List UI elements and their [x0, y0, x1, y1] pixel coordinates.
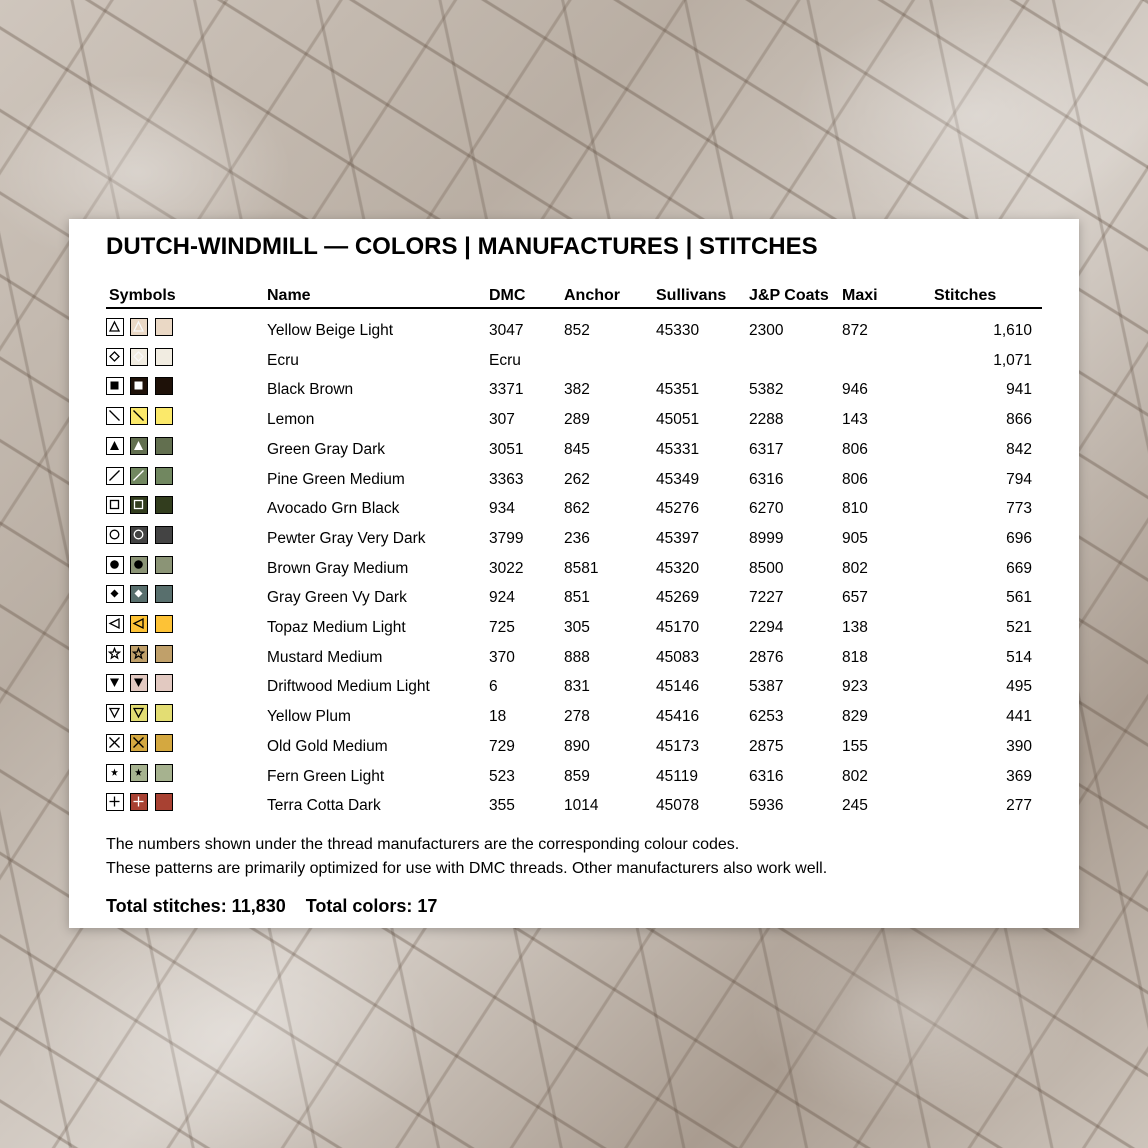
cell-jp-coats: 2875	[749, 737, 784, 755]
cell-anchor: 236	[564, 529, 590, 547]
cell-anchor: 1014	[564, 797, 599, 815]
cell-jp-coats: 8500	[749, 559, 784, 577]
cell-sullivans: 45083	[656, 648, 700, 666]
cell-maxi: 872	[842, 322, 868, 339]
cell-anchor: 278	[564, 708, 590, 726]
header-jp-coats: J&P Coats	[749, 287, 829, 304]
diamond-outline-icon	[130, 348, 148, 366]
cell-maxi: 155	[842, 737, 868, 755]
x-cross-icon	[106, 734, 124, 752]
triangle-down-filled-icon	[106, 674, 124, 692]
color-swatch	[155, 793, 173, 811]
cell-sullivans: 45351	[656, 381, 700, 399]
table-row	[106, 704, 1042, 733]
cell-stitches: 669	[1006, 559, 1032, 577]
color-swatch	[155, 526, 173, 544]
cell-name: Old Gold Medium	[267, 737, 388, 755]
cell-jp-coats: 7227	[749, 589, 784, 607]
cell-jp-coats: 5382	[749, 381, 784, 399]
cell-sullivans: 45276	[656, 500, 700, 518]
cell-name: Avocado Grn Black	[267, 500, 400, 518]
cell-jp-coats: 6253	[749, 708, 784, 726]
diagonal-slash-icon	[106, 467, 124, 485]
color-key-card	[69, 219, 1079, 928]
cell-stitches: 866	[1006, 411, 1032, 429]
triangle-left-outline-icon	[130, 615, 148, 633]
color-swatch	[155, 645, 173, 663]
cell-name: Topaz Medium Light	[267, 619, 406, 636]
square-filled-icon	[106, 377, 124, 395]
square-outline-icon	[130, 496, 148, 514]
cell-maxi: 806	[842, 470, 868, 488]
triangle-up-filled-icon	[106, 437, 124, 455]
color-swatch	[155, 674, 173, 692]
color-swatch	[155, 615, 173, 633]
cell-dmc: 523	[489, 767, 515, 785]
color-swatch	[155, 437, 173, 455]
header-stitches: Stitches	[934, 287, 997, 304]
header-symbols: Symbols	[109, 287, 176, 304]
cell-jp-coats: 6317	[749, 440, 784, 458]
cell-anchor: 845	[564, 440, 590, 458]
square-filled-icon	[130, 377, 148, 395]
color-swatch	[155, 496, 173, 514]
circle-filled-icon	[106, 556, 124, 574]
cell-stitches: 561	[1006, 589, 1032, 607]
cell-maxi: 923	[842, 678, 868, 696]
table-row	[106, 556, 1042, 585]
table-row	[106, 645, 1042, 674]
cell-anchor: 289	[564, 411, 590, 429]
diagonal-backslash-icon	[106, 407, 124, 425]
header-dmc: DMC	[489, 287, 526, 304]
plus-icon	[106, 793, 124, 811]
color-swatch	[155, 407, 173, 425]
totals	[106, 896, 437, 917]
diamond-filled-icon	[130, 585, 148, 603]
triangle-down-outline-icon	[106, 704, 124, 722]
cell-dmc: 729	[489, 737, 515, 755]
diamond-outline-icon	[106, 348, 124, 366]
total-colors: Total colors: 17	[305, 896, 438, 916]
cell-dmc: 6	[489, 678, 498, 696]
cell-stitches: 495	[1006, 678, 1032, 696]
cell-sullivans: 45170	[656, 619, 700, 636]
cell-name: Yellow Plum	[267, 708, 351, 726]
color-swatch	[155, 348, 173, 366]
cell-stitches: 842	[1006, 440, 1032, 458]
cell-stitches: 277	[1006, 797, 1032, 815]
table-row	[106, 585, 1042, 614]
cell-sullivans: 45051	[656, 411, 700, 429]
table-row	[106, 734, 1042, 763]
cell-anchor: 862	[564, 500, 590, 518]
diamond-filled-icon	[106, 585, 124, 603]
cell-name: Gray Green Vy Dark	[267, 589, 407, 607]
cell-dmc: 3047	[489, 322, 524, 339]
cell-stitches: 441	[1006, 708, 1032, 726]
table-row	[106, 764, 1042, 793]
cell-anchor: 888	[564, 648, 590, 666]
cell-dmc: 725	[489, 619, 515, 636]
color-swatch	[155, 764, 173, 782]
star-outline-icon	[130, 645, 148, 663]
table-row	[106, 407, 1042, 436]
header-name: Name	[267, 287, 311, 304]
cell-maxi: 829	[842, 708, 868, 726]
cell-jp-coats: 2294	[749, 619, 784, 636]
star-outline-icon	[106, 645, 124, 663]
cell-sullivans: 45146	[656, 678, 700, 696]
total-stitches: Total stitches: 11,830	[106, 896, 286, 916]
cell-sullivans: 45320	[656, 559, 700, 577]
cell-maxi: 810	[842, 500, 868, 518]
cell-anchor: 305	[564, 619, 590, 636]
cell-dmc: 3022	[489, 559, 524, 577]
cell-dmc: 18	[489, 708, 507, 726]
cell-stitches: 390	[1006, 737, 1032, 755]
cell-stitches: 773	[1006, 500, 1032, 518]
cell-maxi: 802	[842, 767, 868, 785]
diagonal-slash-icon	[130, 467, 148, 485]
cell-anchor: 890	[564, 737, 590, 755]
cell-sullivans: 45269	[656, 589, 700, 607]
cell-stitches: 369	[1006, 767, 1032, 785]
cell-stitches: 794	[1006, 470, 1032, 488]
cell-maxi: 905	[842, 529, 868, 547]
page-title: DUTCH-WINDMILL — COLORS | MANUFACTURES | STITCHES	[106, 233, 818, 260]
circle-filled-icon	[130, 556, 148, 574]
cell-maxi: 946	[842, 381, 868, 399]
color-swatch	[155, 467, 173, 485]
cell-stitches: 1,071	[993, 351, 1032, 369]
header-anchor: Anchor	[564, 287, 620, 304]
cell-jp-coats: 6270	[749, 500, 784, 518]
cell-name: Pine Green Medium	[267, 470, 405, 488]
cell-anchor: 8581	[564, 559, 599, 577]
cell-sullivans: 45331	[656, 440, 700, 458]
cell-sullivans: 45078	[656, 797, 700, 815]
note-dmc: These patterns are primarily optimized for use with DMC threads. Other manufacturers also work well.	[106, 860, 828, 877]
triangle-up-outline-icon	[130, 318, 148, 336]
table-row	[106, 437, 1042, 466]
cell-maxi: 806	[842, 440, 868, 458]
cell-dmc: 3799	[489, 529, 524, 547]
header-sullivans: Sullivans	[656, 287, 727, 304]
cell-jp-coats: 2288	[749, 411, 784, 429]
table-row	[106, 793, 1042, 822]
cell-jp-coats: 6316	[749, 767, 784, 785]
table-row	[106, 526, 1042, 555]
triangle-down-outline-icon	[130, 704, 148, 722]
circle-outline-icon	[130, 526, 148, 544]
cell-name: Black Brown	[267, 381, 354, 399]
cell-maxi: 245	[842, 797, 868, 815]
color-swatch	[155, 377, 173, 395]
cell-sullivans: 45173	[656, 737, 700, 755]
cell-name: Yellow Beige Light	[267, 322, 394, 339]
cell-name: Brown Gray Medium	[267, 559, 409, 577]
cell-dmc: 3363	[489, 470, 524, 488]
cell-stitches: 514	[1006, 648, 1032, 666]
cell-name: Fern Green Light	[267, 767, 385, 785]
cell-maxi: 143	[842, 411, 868, 429]
cell-jp-coats: 8999	[749, 529, 784, 547]
cell-dmc: Ecru	[489, 351, 521, 369]
cell-stitches: 1,610	[993, 322, 1032, 339]
cell-name: Terra Cotta Dark	[267, 797, 381, 815]
color-swatch	[155, 318, 173, 336]
table-row	[106, 674, 1042, 703]
cell-maxi: 138	[842, 619, 868, 636]
cell-name: Green Gray Dark	[267, 440, 386, 458]
cell-jp-coats: 2876	[749, 648, 784, 666]
cell-stitches: 696	[1006, 529, 1032, 547]
cell-maxi: 818	[842, 648, 868, 666]
cell-dmc: 3051	[489, 440, 524, 458]
cell-anchor: 852	[564, 322, 590, 339]
cell-stitches: 941	[1006, 381, 1032, 399]
cell-jp-coats: 6316	[749, 470, 784, 488]
cell-sullivans: 45349	[656, 470, 700, 488]
color-swatch	[155, 556, 173, 574]
note-codes: The numbers shown under the thread manufacturers are the corresponding colour codes.	[106, 836, 740, 853]
cell-name: Ecru	[267, 351, 299, 369]
table-row	[106, 467, 1042, 496]
circle-outline-icon	[106, 526, 124, 544]
cell-dmc: 3371	[489, 381, 524, 399]
color-swatch	[155, 734, 173, 752]
table-row	[106, 318, 1042, 347]
cell-jp-coats: 5387	[749, 678, 784, 696]
color-swatch	[155, 704, 173, 722]
cell-dmc: 355	[489, 797, 515, 815]
triangle-up-outline-icon	[106, 318, 124, 336]
cell-anchor: 851	[564, 589, 590, 607]
header-maxi: Maxi	[842, 287, 878, 304]
cell-maxi: 802	[842, 559, 868, 577]
cell-sullivans: 45416	[656, 708, 700, 726]
cell-name: Lemon	[267, 411, 315, 429]
color-swatch	[155, 585, 173, 603]
cell-stitches: 521	[1006, 619, 1032, 636]
cell-anchor: 262	[564, 470, 590, 488]
asterisk-icon	[106, 764, 124, 782]
cell-anchor: 382	[564, 381, 590, 399]
cell-dmc: 307	[489, 411, 515, 429]
cell-sullivans: 45119	[656, 767, 698, 785]
cell-dmc: 924	[489, 589, 515, 607]
plus-icon	[130, 793, 148, 811]
cell-dmc: 934	[489, 500, 515, 518]
cell-sullivans: 45330	[656, 322, 700, 339]
cell-name: Driftwood Medium Light	[267, 678, 430, 696]
table-row	[106, 615, 1042, 644]
cell-sullivans: 45397	[656, 529, 700, 547]
diagonal-backslash-icon	[130, 407, 148, 425]
cell-anchor: 859	[564, 767, 590, 785]
triangle-up-filled-icon	[130, 437, 148, 455]
cell-name: Mustard Medium	[267, 648, 383, 666]
x-cross-icon	[130, 734, 148, 752]
table-header	[106, 287, 1042, 309]
cell-maxi: 657	[842, 589, 868, 607]
triangle-down-filled-icon	[130, 674, 148, 692]
cell-jp-coats: 2300	[749, 322, 784, 339]
asterisk-icon	[130, 764, 148, 782]
triangle-left-outline-icon	[106, 615, 124, 633]
table-row	[106, 377, 1042, 406]
table-row	[106, 496, 1042, 525]
cell-name: Pewter Gray Very Dark	[267, 529, 426, 547]
cell-anchor: 831	[564, 678, 590, 696]
cell-dmc: 370	[489, 648, 515, 666]
table-row	[106, 348, 1042, 377]
cell-jp-coats: 5936	[749, 797, 784, 815]
square-outline-icon	[106, 496, 124, 514]
